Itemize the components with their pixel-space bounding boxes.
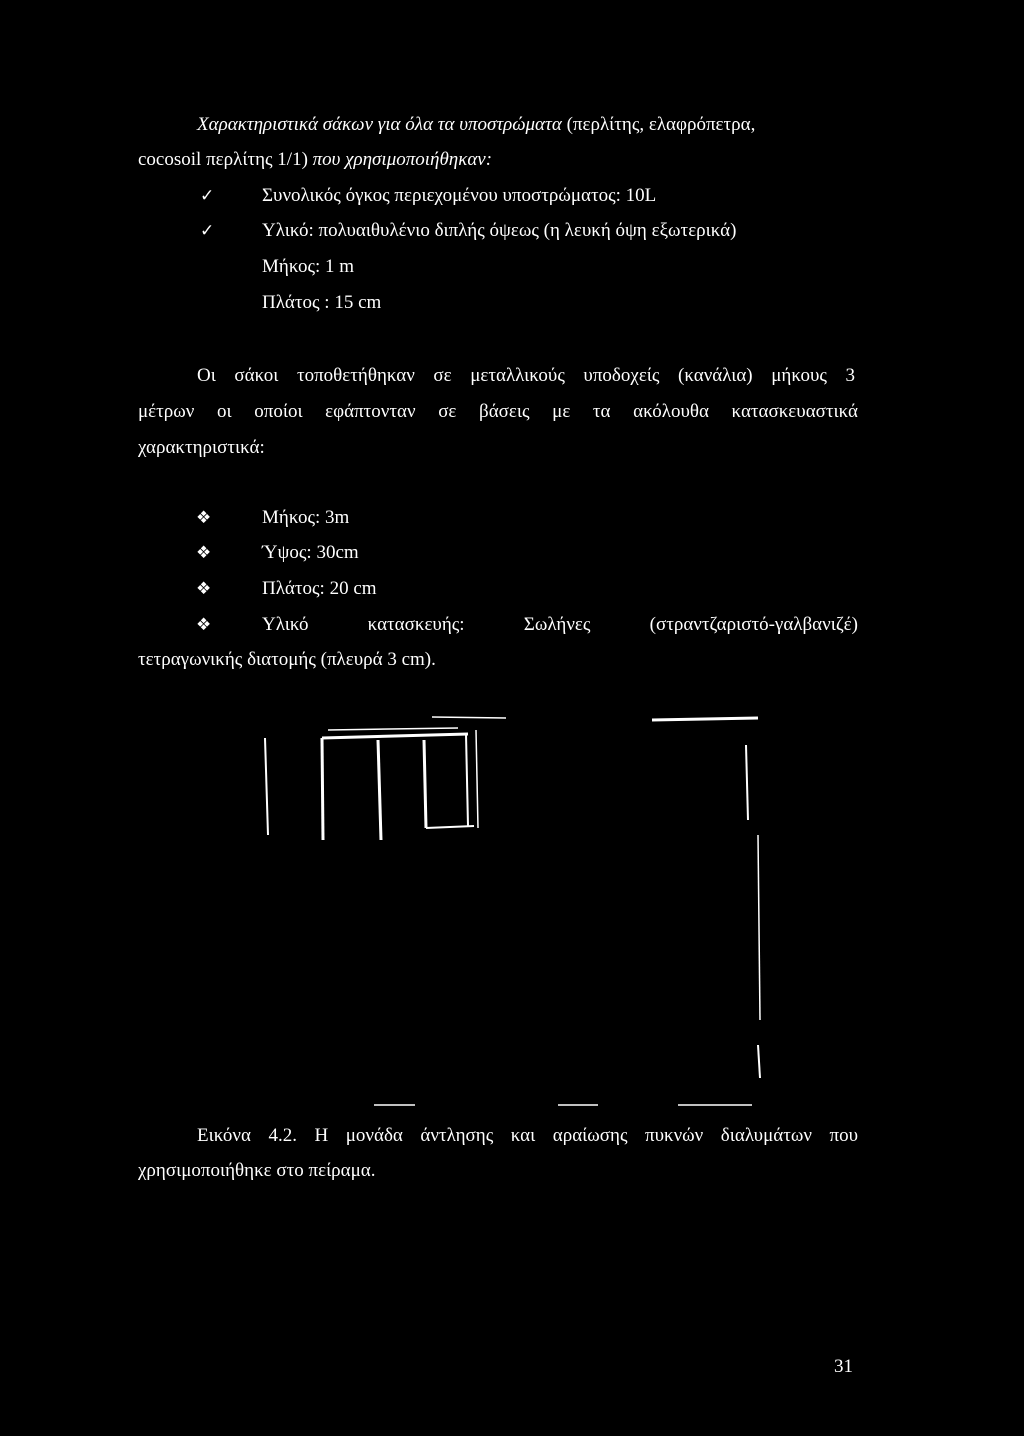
intro-line-2	[138, 148, 492, 172]
figure-caption-line-1: Εικόνα 4.2. Η μονάδα άντλησης και αραίωσης πυκνών διαλυμάτων που	[197, 1125, 858, 1146]
four-diamond-bullet-icon: ❖	[196, 543, 212, 562]
four-diamond-bullet-icon: ❖	[196, 579, 212, 598]
diamond-item-material-continuation: τετραγωνικής διατομής (πλευρά 3 cm).	[138, 649, 436, 670]
paragraph-line-2: μέτρων οι οποίοι εφάπτονταν σε βάσεις με τα ακόλουθα κατασκευαστικά	[138, 401, 858, 422]
paragraph-line-3: χαρακτηριστικά:	[138, 437, 265, 458]
diamond-item-width: Πλάτος: 20 cm	[262, 578, 377, 599]
four-diamond-bullet-icon: ❖	[196, 615, 212, 634]
figure-photo	[0, 700, 1024, 1120]
intro-line-2-start: cocosoil περλίτης 1/1)	[138, 149, 313, 170]
check-item-volume: Συνολικός όγκος περιεχομένου υποστρώματος: 10L	[262, 185, 657, 206]
diamond-item-length: Μήκος: 3m	[262, 507, 350, 528]
sub-item-width: Πλάτος : 15 cm	[262, 292, 382, 313]
check-item-material: Υλικό: πολυαιθυλένιο διπλής όψεως (η λευκή όψη εξωτερικά)	[262, 220, 737, 241]
intro-line-1	[197, 113, 755, 137]
intro-tail-text: (περλίτης, ελαφρόπετρα,	[561, 114, 756, 135]
check-mark-icon: ✓	[200, 186, 215, 205]
diamond-item-height: Ύψος: 30cm	[262, 542, 359, 563]
figure-background	[0, 700, 1024, 1120]
frame-line	[424, 740, 426, 828]
page-number: 31	[834, 1356, 853, 1377]
figure-caption-line-2: χρησιμοποιήθηκε στο πείραμα.	[138, 1160, 376, 1181]
frame-line	[322, 738, 323, 840]
sub-item-length: Μήκος: 1 m	[262, 256, 355, 277]
intro-italic-text: Χαρακτηριστικά σάκων για όλα τα υποστρώματα	[197, 114, 562, 135]
diamond-item-material: Υλικό κατασκευής: Σωλήνες (στραντζαριστό-γαλβανιζέ)	[262, 614, 858, 635]
frame-line	[652, 718, 758, 720]
paragraph-line-1: Οι σάκοι τοποθετήθηκαν σε μεταλλικούς υποδοχείς (κανάλια) μήκους 3	[197, 365, 855, 386]
four-diamond-bullet-icon: ❖	[196, 508, 212, 527]
intro-line-2-italic: που χρησιμοποιήθηκαν:	[312, 149, 493, 170]
frame-line	[432, 717, 506, 718]
check-mark-icon: ✓	[200, 221, 215, 240]
